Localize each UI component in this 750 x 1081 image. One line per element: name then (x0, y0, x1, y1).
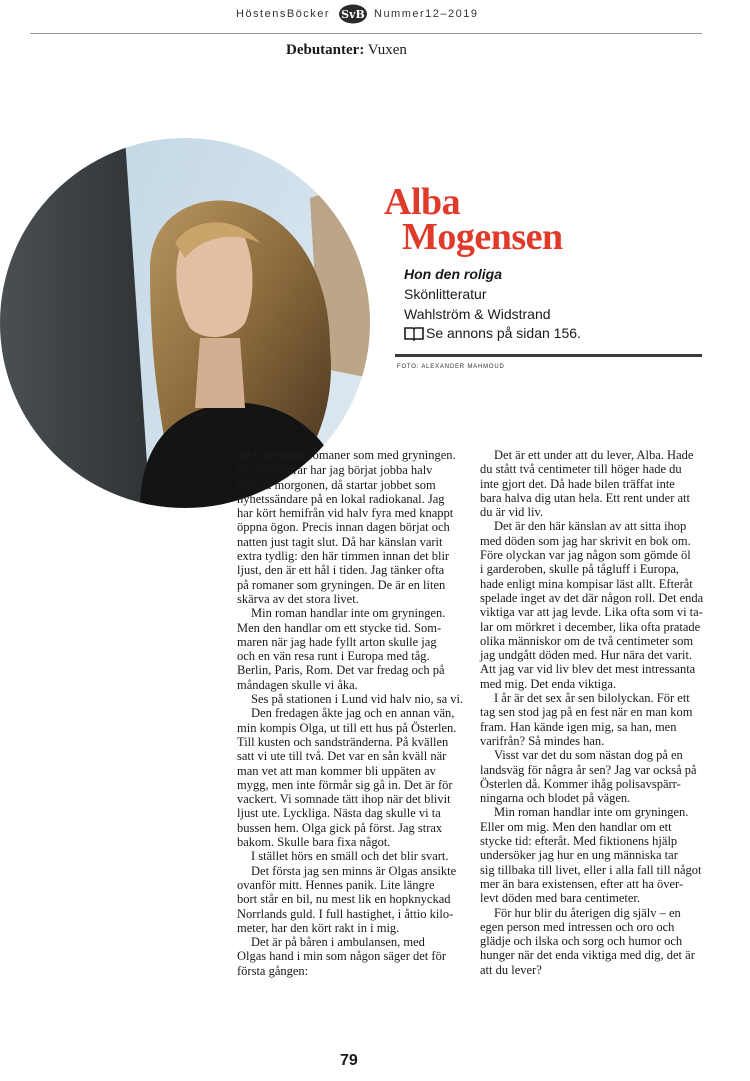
header-divider (30, 33, 702, 34)
article-paragraph: Min roman handlar inte om gryningen. Eller om mig. Men den handlar om ett stycke tid: efteråt. Med fiktionens hjälp undersöker jag hur en ung människa tar sig tillbaka till livet, eller i alla fall till något mer än bara existensen, efter att ha över- levt döden med bara centimeter. (480, 805, 702, 906)
ad-reference (404, 325, 581, 344)
ad-reference-text: Se annons på sidan 156. (426, 325, 581, 341)
article-paragraph: Visst var det du som nästan dog på en landsväg för några år sen? Jag var också på Österlen då. Kommer ihåg polisavspärr- ningarna och blodet på vägen. (480, 748, 697, 806)
book-genre: Skönlitteratur (404, 286, 487, 302)
page-number: 79 (340, 1052, 358, 1069)
svg-text:SvB: SvB (341, 8, 365, 21)
section-heading (286, 42, 407, 59)
article-paragraph: I år är det sex år sen bilolyckan. För ett tag sen stod jag på en fest när en man kom fram. Han kände igen mig, sa han, men varifrån? Så mindes han. (480, 691, 693, 748)
info-divider (395, 354, 702, 357)
author-last-name: Mogensen (402, 216, 563, 258)
article-column-2 (480, 448, 716, 977)
article-column-1 (237, 448, 473, 978)
photo-credit: FOTO: ALEXANDER MAHMOUD (397, 364, 505, 370)
article-paragraph: Det första jag sen minns är Olgas ansikte ovanför mitt. Hennes panik. Lite längre bort står en bil, nu mest lik en hopknyckad Norrlands guld. I full hastighet, i åttio kilo- meter, har den kört rakt in i mig. (237, 863, 457, 935)
section-label: Debutanter: (286, 42, 365, 58)
article-paragraph: Det är ett under att du lever, Alba. Hade du stått två centimeter till höger hade du inte gjort det. Då hade bilen träffat inte bara halva dig utan hela. Ett rent under att du är vid liv. (480, 448, 694, 520)
author-first-name: Alba (384, 181, 461, 223)
issue-number: Nummer12–2019 (374, 8, 479, 20)
article-paragraph: Det är den här känslan av att sitta ihop med döden som jag har skrivit en bok om. Före olyckan var jag någon som gömde öl i garderoben, skulle på tågluff i Europa, hade enligt mina kompisar läst allt. Efteråt spelade inget av det där någon roll. Det enda viktiga var att jag levde. Lika ofta som vi ta- lar om mörkret i december, lika ofta pratade olika människor om de två centimeter som jag undgått döden med. Hur nära det varit. Att jag var vid liv blev det mest intressanta med mig. Det enda viktiga. (480, 519, 704, 691)
section-category: Vuxen (364, 42, 407, 58)
article-paragraph: DET ÄR MED romaner som med gryningen. En del somrar har jag börjat jobba halv fem på morgonen, då startar jobbet som nyhetssändare på en lokal radiokanal. Jag har kört hemifrån vid halv fyra med knappt öppna ögon. Precis innan dagen börjat och natten just tagit slut. Då har känslan varit extra tydlig: den här timmen innan det blir ljust, den är ett hål i tiden. Jag tänker ofta på romaner som gryningen. De är en liten skärva av det stora livet. (237, 448, 456, 606)
book-publisher: Wahlström & Widstrand (404, 306, 551, 322)
article-paragraph: Det är på båren i ambulansen, med Olgas hand i min som någon säger det för första gången: (237, 935, 446, 978)
article-lead: DET ÄR MED (237, 450, 306, 462)
article-paragraph: I stället hörs en smäll och det blir svart. (251, 849, 449, 864)
magazine-name: HöstensBöcker (236, 8, 331, 20)
book-title: Hon den roliga (404, 266, 502, 282)
article-paragraph: Min roman handlar inte om gryningen. Men den handlar om ett stycke tid. Som- maren när jag hade fyllt arton skulle jag och en vän resa runt i Europa med tåg. Berlin, Paris, Rom. Det var fredag och på måndagen skulle vi åka. (237, 606, 446, 692)
article-paragraph: För hur blir du återigen dig själv – en egen person med intressen och oro och glädje och ilska och sorg och humor och hunger när det enda viktiga med dig, det är att du lever? (480, 905, 695, 977)
article-paragraph: Den fredagen åkte jag och en annan vän, min kompis Olga, ut till ett hus på Österlen. Till kusten och sandstränderna. På kvällen satt vi ute till två. Det var en sån kväll när man vet att man kommer bli uppäten av mygg, men inte förmår sig gå in. Det är för vackert. Vi somnade tätt ihop när det blivit ljust ute. Lyckliga. Nästa dag skulle vi ta bussen hem. Olga gick på först. Jag strax bakom. Skulle bara fixa något. (237, 706, 457, 850)
article-paragraph: Ses på stationen i Lund vid halv nio, sa vi. (251, 692, 464, 707)
open-book-icon (404, 326, 424, 344)
magazine-logo (338, 4, 368, 24)
